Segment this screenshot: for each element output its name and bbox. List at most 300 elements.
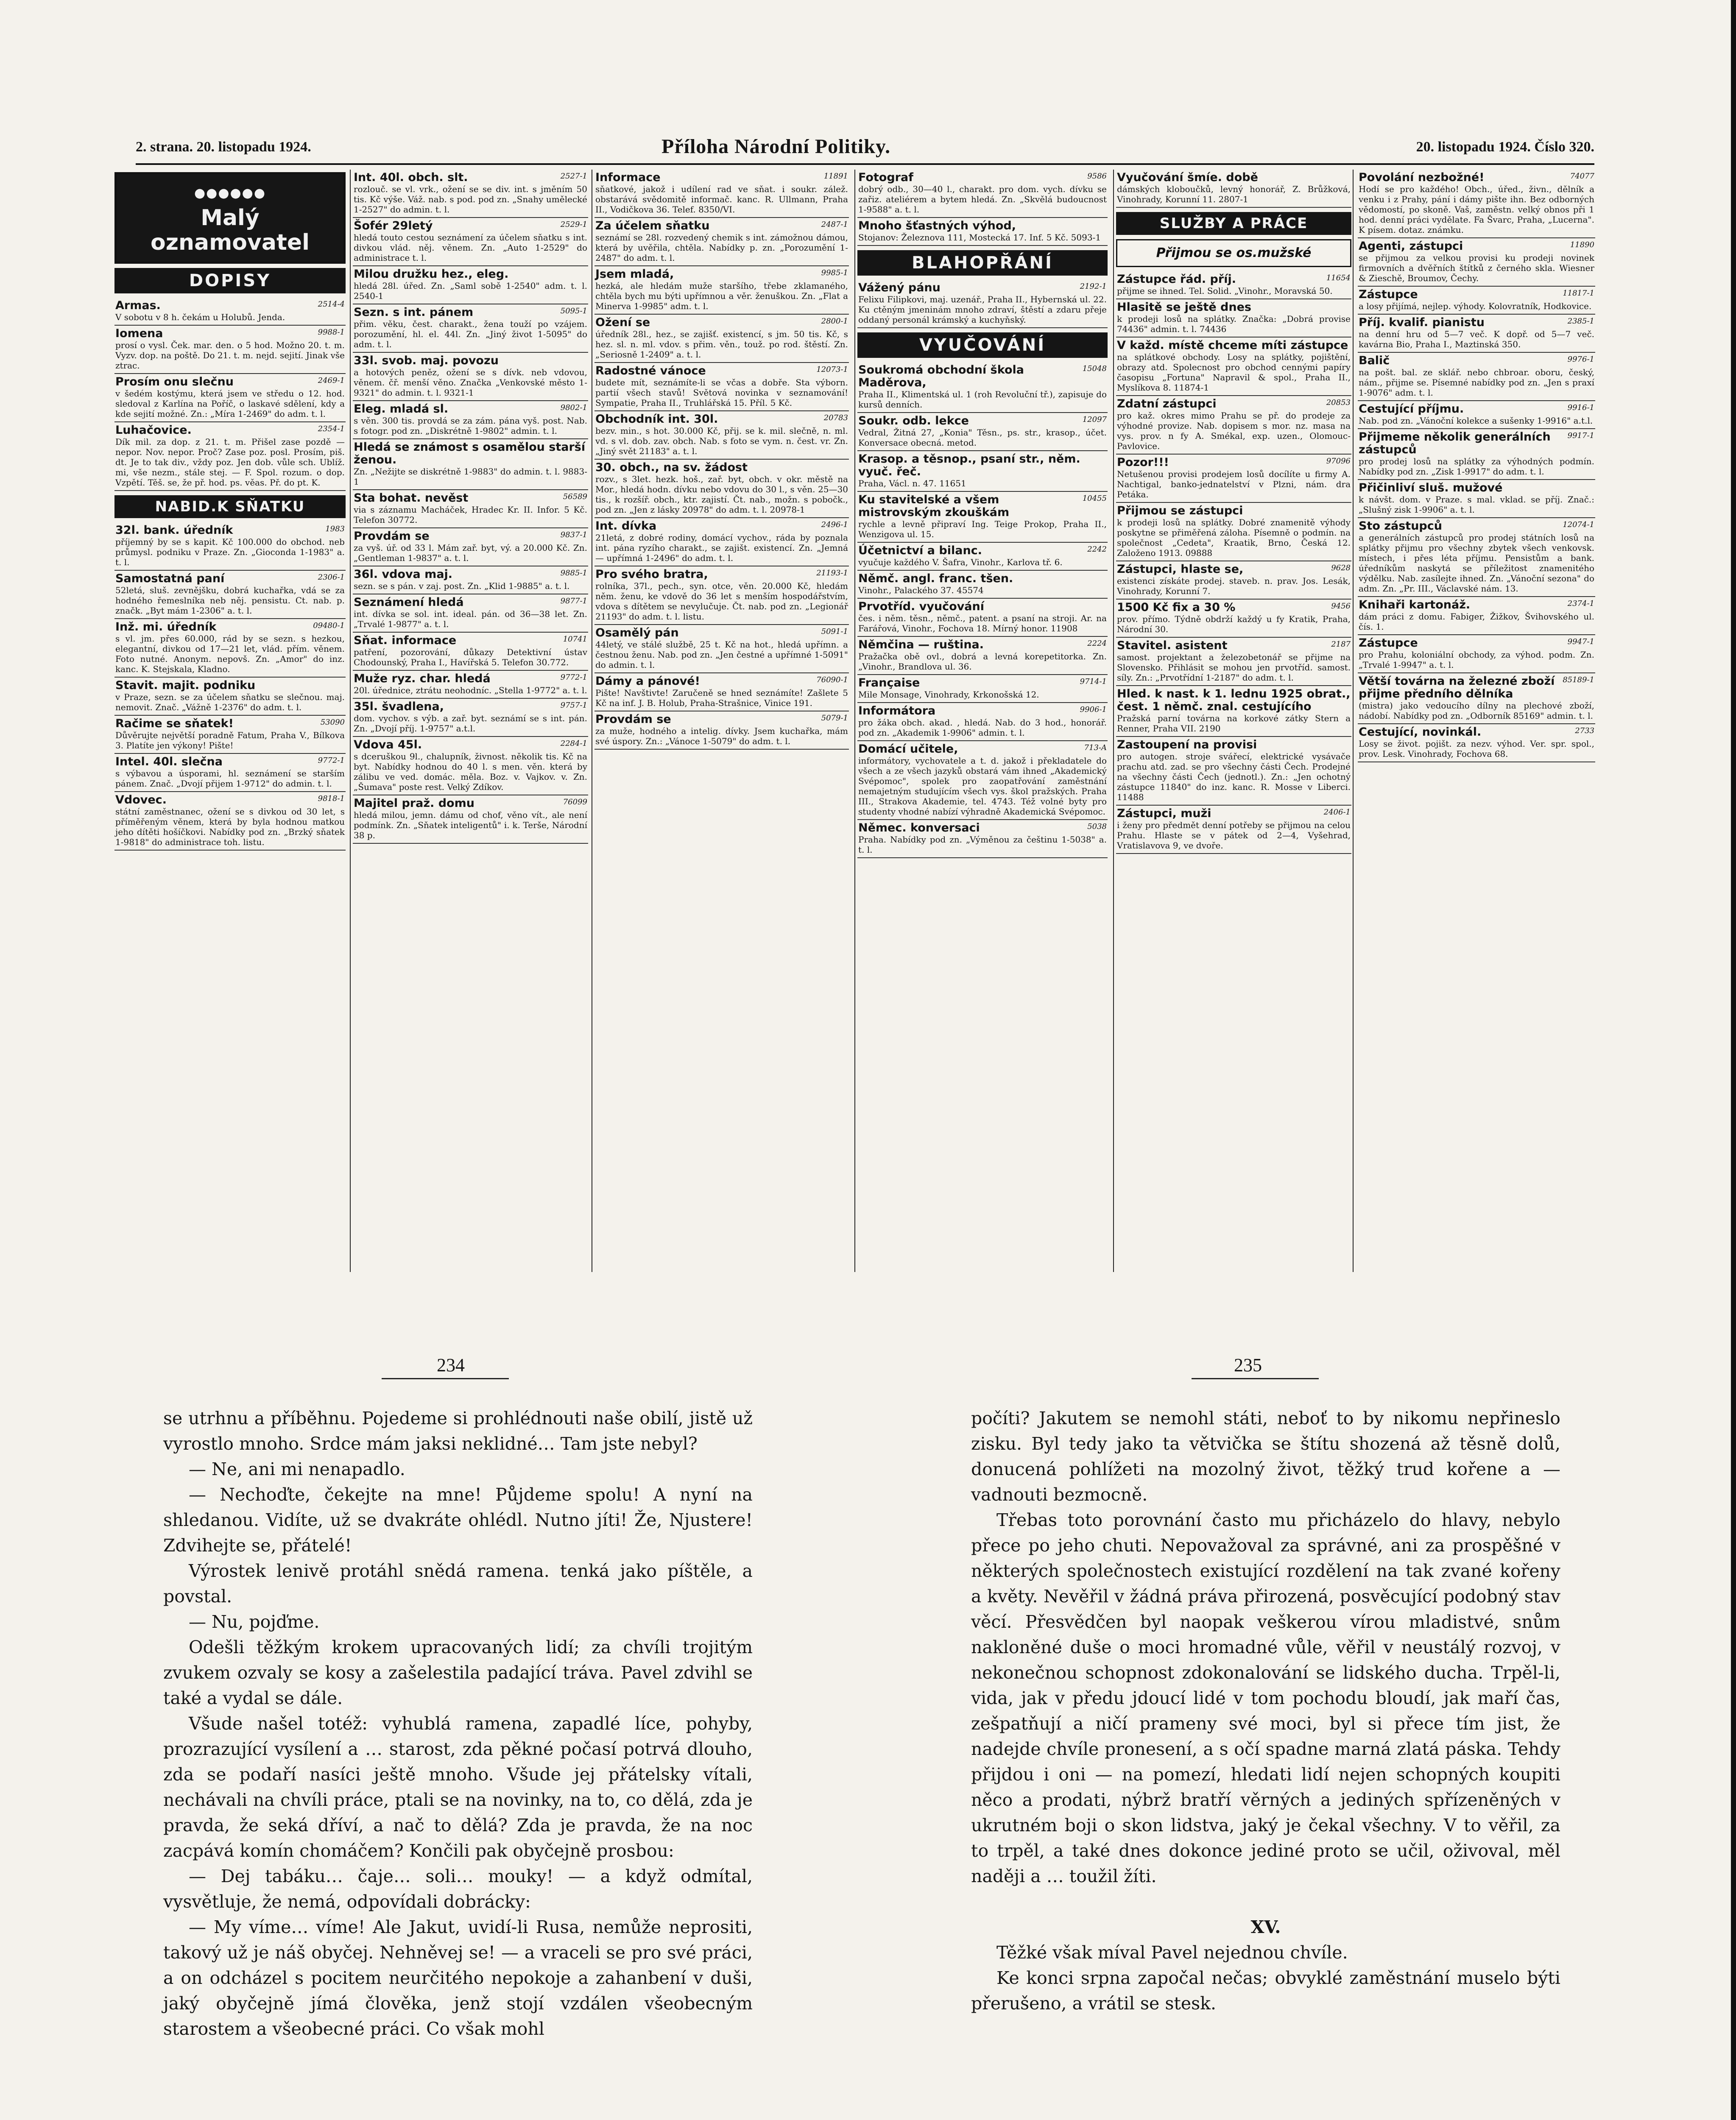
ad-heading: Hlasitě se ještě dnes <box>1117 301 1251 314</box>
classified-ad <box>857 280 1108 328</box>
ad-text: Zn. „Nežijte se diskrétně 1-9883" do admin. t. l. 9883-1 <box>354 466 587 487</box>
ad-number: 9772-1 <box>560 673 587 682</box>
ad-heading: Sňat. informace <box>354 634 457 647</box>
ad-number: 2374-1 <box>1567 599 1594 608</box>
ad-text: rychle a levně připraví Ing. Teige Prokop, Praha II., Wenzigova ul. 15. <box>858 519 1107 539</box>
ad-text: Hodí se pro každého! Obch., úřed., živn., dělník a venku i z Prahy, pání i dámy pište ihn. Bez odborných vědomostí, po skoně. Vaš, zaměstn. velký obnos při 1 hod. denní práci vydělate. Fa Švarc, Praha, „Lucerna". K písem. dotaz. známku. <box>1359 184 1594 235</box>
ad-text: k prodeji losů na splátky. Značka: „Dobrá provise 74436" admin. t. l. 74436 <box>1117 314 1351 334</box>
ad-number: 11890 <box>1570 240 1594 249</box>
ad-heading: Pro svého bratra, <box>595 568 708 581</box>
ad-heading: Cestující příjmu. <box>1359 402 1464 416</box>
classified-ad <box>1358 480 1595 518</box>
ads-list-snatku <box>114 522 346 851</box>
ad-number: 2487-1 <box>821 220 848 229</box>
ad-heading: Dámy a pánové! <box>595 675 700 688</box>
classified-ad <box>1116 806 1351 854</box>
logo-line-1: Malý <box>201 205 260 231</box>
classified-ad <box>857 218 1108 246</box>
classified-ad <box>594 711 849 750</box>
ad-heading: Zástupce řád. příj. <box>1117 273 1236 286</box>
ad-text: za muže, hodného a intelig. dívky. Jsem kuchařka, mám své úspory. Zn.: „Vánoce 1-5079" do adm. t. l. <box>595 726 848 746</box>
classified-ad <box>1116 396 1351 455</box>
book-paragraph: — My víme… víme! Ale Jakut, uvidí-li Rusa, nemůže neprositi, takový už je náš obyčej. Nehněvej se! — a vraceli se pro své práci, a on odcházel s pocitem neurčitého nepokoje a zahanbení v duši, jaký obyčejně jímá člověka, jenž stojí vzdálen všeobecným starostem a všeobecné práci. Co však mohl <box>163 1917 753 2039</box>
ad-text: dom. vychov. s výb. a zař. byt. seznámí se s int. pán. Zn. „Dvojí příj. 1-9757" a.t.l. <box>354 713 587 734</box>
classified-ad <box>594 266 849 315</box>
classified-ad <box>594 363 849 411</box>
ad-text: a hotových peněz, ožení se s dívk. neb vdovou, věnem. čř. menší věno. Značka „Venkovské město 1-9321" do admin. t. l. 9321-1 <box>354 367 587 398</box>
ad-number: 9877-1 <box>560 597 587 605</box>
classified-ad <box>594 218 849 266</box>
book-paragraph: počíti? Jakutem se nemohl státi, neboť to by nikomu nepřineslo zisku. Byl tedy jako ta větvička se štítu shozená až těsně dolů, donucená pohlížeti na mozolný život, těžký trud kořene a — vadnouti bezmocně. <box>971 1408 1560 1505</box>
classified-ad <box>1358 353 1595 401</box>
book-paragraph: — Nu, pojďme. <box>189 1612 320 1632</box>
ad-number: 9772-1 <box>318 756 345 765</box>
ad-heading: 36l. vdova maj. <box>354 568 453 581</box>
ad-heading: Domácí učitele, <box>858 742 958 756</box>
ad-text: hledá milou, jemn. dámu od chof, věno vít., ale není podmínk. Zn. „Sňatek inteligentů" i. k. Terše, Národní 38 p. <box>354 810 587 840</box>
ad-text: informátory, vychovatele a t. d. jakož i překladatele do všech a ze všech jazyků obstará vám ihned „Akademický Svépomoc", spolek pro zaopatřování zaměstnání nemajetným studujícím všech vys. škol pražských. Praha III., Strakova Akademie, tel. 4743. Též volné byty pro studenty vhodné nabízí výhradně Akademická Svépomoc. <box>858 756 1107 817</box>
ad-heading: Pozor!!! <box>1117 456 1169 469</box>
maly-oznamovatel-logo <box>114 172 346 264</box>
ad-text: Stojanov: Železnova 111, Mostecká 17. Inf. 5 Kč. 5093-1 <box>858 232 1101 243</box>
classified-ad <box>353 353 588 401</box>
header-rule <box>136 163 1594 165</box>
ad-text: Netušenou provisi prodejem losů docílíte u firmy A. Nachtigal, banko-jednatelství v Plzni, nám. dra Petáka. <box>1117 469 1351 499</box>
ad-text: patření, pozorování, důkazy Detektivní ústav Chodounský, Praha I., Havířská 5. Telefon 30.772. <box>354 647 587 667</box>
ad-number: 9947-1 <box>1567 637 1594 646</box>
ad-number: 2406-1 <box>1323 808 1351 817</box>
classified-ad <box>857 703 1108 741</box>
ad-text: bezv. min., s hot. 30.000 Kč, přij. se k. mil. slečně, n. ml. vd. s vl. dob. zav. obch. Nab. s foto se vym. n. čest. vr. Zn. „Jiný svět 21183" a. t. l. <box>595 426 848 456</box>
book-paragraph: Všude našel totéž: vyhublá ramena, zapadlé líce, pohyby, prozrazující vysílení a … starost, zda pěkné počasí potrvá dlouho, zda se podaří nasíci ještě mnoho. Všude jej přátelsky vítali, nechávali na chvíli práce, ptali se na novinky, na to, co dělá, zda je pravda, že seká dříví, a nač to dělá? Zda je pravda, že na noc zacpává komín chomáčem? Končili pak obyčejně prosbou: <box>163 1713 753 1861</box>
ad-text: rozv., s 3let. hezk. hoš., zař. byt, obch. v okr. městě na Mor., hledá hodn. dívku nebo vdovu do 30 l., s věn. 25—30 tis., k rozšíř. obch., ktr. zajistí. Čt. nab., možn. s pobočk., pod zn. „Jen z lásky 20978" do adm. t. l. 20978-1 <box>595 474 848 515</box>
classifieds-column-4 <box>857 170 1108 1331</box>
ad-number: 11654 <box>1326 273 1351 282</box>
book-paragraph: Výrostek lenivě protáhl snědá ramena. tenká jako píštěle, a povstal. <box>163 1561 753 1607</box>
section-header-nabid-snatku: NABID.K SŇATKU <box>114 495 346 518</box>
ad-text: pro autogen. stroje svářecí, elektrické vysávače prachu atd. zad. se pro všechny části Čech. Prodejné na všechny části Čech (jednotl.). Zn.: „Jen ochotný zástupce 11840" do inz. kanc. R. Mosse v Liberci. 11488 <box>1117 751 1351 802</box>
ad-heading: Armas. <box>115 299 161 312</box>
ad-text: (mistra) jako vedoucího dílny na plechové zboží, nádobí. Nabídky pod zn. „Odborník 85169" admin. t. l. <box>1359 700 1594 721</box>
ad-heading: Int. dívka <box>595 519 657 533</box>
ad-text: v Praze, sezn. se za účelem sňatku se slečnou. maj. nemovit. Znač. „Vážně 1-2376" do adm. t. l. <box>115 692 345 712</box>
ad-text: pro prodej losů na splátky za výhodných podmín. Nabídky pod zn. „Zisk 1-9917" do adm. t. l. <box>1359 456 1594 477</box>
ad-heading: Provdám se <box>595 713 671 726</box>
classified-ad <box>594 673 849 711</box>
classified-ad <box>1116 170 1351 208</box>
ad-heading: Přijmeme několik generálních zástupců <box>1359 430 1551 456</box>
classified-ad <box>114 678 346 716</box>
ad-heading: Agenti, zástupci <box>1359 240 1463 253</box>
classified-ad <box>353 671 588 699</box>
ad-text: Důvěrujte největší poradně Fatum, Praha V., Bílkova 3. Platíte jen výkony! Pište! <box>115 730 345 750</box>
classified-ad <box>114 716 346 754</box>
ad-heading: 32l. bank. úředník <box>115 524 233 537</box>
ad-heading: Muže ryz. char. hledá <box>354 672 491 685</box>
ad-heading: Stavitel. asistent <box>1117 639 1228 652</box>
ad-text: V sobotu v 8 h. čekám u Holubů. Jenda. <box>115 312 285 322</box>
ad-heading: Mnoho šťastných výhod, <box>858 219 1016 232</box>
ads-list-col2 <box>353 170 588 844</box>
classifieds-column-2 <box>353 170 588 1331</box>
book-paragraph: Třebas toto porovnání často mu přicházelo do hlavy, nebylo přece po jeho chuti. Nepovažoval za správné, ani za prospěšné v některých společnostech existující rozdělení na tak zvané kořeny a květy. Nevěřil v žádná práva přirozená, posvěcující podobný stav věcí. Přesvědčen byl naopak veškerou vírou mladistvé, snům nakloněné duše o moci hromadné vůle, věřil v neustálý rozvoj, v nekonečnou schopnost zdokonalování se lidského ducha. Trpěl-li, vida, jak v předu jdoucí lidé v tom pochodu bloudí, jak maří čas, zešpatňují a ničí prameny své moci, byl si přece tím jist, že nadejde chvíle pronesení, a s očí spadne marná zlatá páska. Tehdy přijdou i oni — na pomezí, hledati lidí nejen schopných koupiti něco a prodati, nýbrž bratří věrných a jediných spřízeněných v ukrutném boji o skon lidstva, jaký je čekal všechny. V to věřil, za to trpěl, a také dnes dokonce jediné proto se učil, oživoval, měl naději a … toužil žíti. <box>971 1510 1560 1886</box>
classified-ad <box>1358 518 1595 597</box>
classified-ad <box>353 401 588 439</box>
ad-heading: Milou družku hez., eleg. <box>354 268 509 281</box>
classified-ad <box>1116 686 1351 737</box>
ad-text: přijme se ihned. Tel. Solid. „Vinohr., Moravská 50. <box>1117 286 1333 296</box>
ad-text: via s záznamu Macháček, Hradec Kr. II. Infor. 5 Kč. Telefon 30772. <box>354 505 587 525</box>
ad-number: 2224 <box>1087 639 1107 648</box>
ad-text: pro kaž. okres mimo Prahu se př. do prodeje za výhodné provize. Nab. dopisem s mor. nz. masa na vys. prov. n fy A. Smékal, exp. uzen., Olomouc-Pavlovice. <box>1117 410 1351 451</box>
ad-number: 5091-1 <box>821 627 848 636</box>
classified-ad <box>114 619 346 678</box>
classified-ad <box>1116 737 1351 806</box>
ad-number: 9916-1 <box>1567 403 1594 412</box>
classified-ad <box>857 543 1108 571</box>
ad-number: 2527-1 <box>560 172 587 181</box>
ad-text: příjemný by se s kapit. Kč 100.000 do obchod. neb průmysl. podniku v Praze. Zn. „Gioconda 1-1983" a. t. l. <box>115 537 345 567</box>
ad-heading: Cestující, novinkál. <box>1359 725 1482 739</box>
running-header <box>136 135 1594 160</box>
ad-text: i ženy pro předmět denní potřeby se přijmou na celou Prahu. Hlaste se v pátek od 2—4, Vyšehrad, Vratislavova 9, ve dvoře. <box>1117 820 1351 851</box>
book-paragraph: — Nechoďte, čekejte na mne! Půjdeme spolu! A nyní na shledanou. Vidíte, už se dvakráte ohlédl. Nutno jíti! Že, Njustere! Zdvihejte se, přátelé! <box>163 1484 753 1556</box>
classified-ad <box>857 741 1108 820</box>
classified-ad <box>857 820 1108 858</box>
classified-ad <box>114 571 346 619</box>
scan-edge-shadow <box>1731 0 1736 2120</box>
classified-ad <box>594 460 849 518</box>
classified-ad <box>353 528 588 566</box>
ad-heading: Zástupce <box>1359 288 1418 301</box>
ad-number: 9906-1 <box>1080 705 1107 714</box>
ad-heading: Provdám se <box>354 530 430 543</box>
ads-list-col4 <box>857 170 1108 858</box>
page-number-left: 234 <box>437 1355 465 1375</box>
ad-heading: Zdatní zástupci <box>1117 397 1217 410</box>
ad-heading: Zástupci, hlaste se, <box>1117 563 1244 576</box>
ad-number: 9976-1 <box>1567 355 1594 364</box>
ad-text: přim. věku, čest. charakt., žena touží po vzájem. porozumění, hl. el. 44l. Zn. „Jiný život 1-5095" do adm. t. l. <box>354 319 587 349</box>
ad-heading: Příj. kvalif. pianistu <box>1359 316 1485 329</box>
ad-heading: Intel. 40l. slečna <box>115 755 223 768</box>
ad-heading: 30. obch., na sv. žádost <box>595 461 748 474</box>
ad-text: sezn. se s pán. v zaj. post. Zn. „Klid 1-9885" a. t. l. <box>354 581 570 591</box>
ad-number: 20783 <box>823 413 848 422</box>
ad-text: s věn. 300 tis. provdá se za zám. pána vyš. post. Nab. s fotogr. pod zn. „Diskrétně 1-9802" admin. t. l. <box>354 416 587 436</box>
classifieds-area <box>114 170 1599 1331</box>
ad-number: 9586 <box>1087 172 1107 181</box>
ad-text: Praha, Václ. n. 47. 11651 <box>858 478 966 488</box>
ad-heading: Soukromá obchodní škola Maděrova, <box>858 363 1024 389</box>
ad-number: 21193-1 <box>816 569 848 577</box>
ads-list-dopisy <box>114 298 346 491</box>
ad-number: 9802-1 <box>560 403 587 412</box>
classified-ad <box>1116 503 1351 561</box>
ad-text: Felixu Filipkovi, maj. uzenář., Praha II., Hybernská ul. 22. Ku ctěným jmeninám mnoho zdraví, štěstí a zdaru přeje oddaný personál krámský a kuchyňský. <box>858 294 1107 325</box>
ad-text: Vedral, Žitná 27, „Konia" Těsn., ps. str., krasop., účet. Konversace obecná. metod. <box>858 427 1107 448</box>
ad-number: 76090-1 <box>816 675 848 684</box>
book-paragraph: Ke konci srpna započal nečas; obvyklé zaměstnání muselo býti přerušeno, a vrátil se stesk. <box>971 1968 1560 2014</box>
page-number-right: 235 <box>1234 1355 1262 1375</box>
section-header-sluzby: SLUŽBY A PRÁCE <box>1116 212 1351 235</box>
ad-number: 9628 <box>1331 563 1351 572</box>
classified-ad <box>857 571 1108 599</box>
ad-heading: Račime se sňatek! <box>115 717 234 730</box>
ad-heading: Účetnictví a bilanc. <box>858 544 982 557</box>
classifieds-column-5 <box>1116 170 1351 1331</box>
ad-text: za vyš. úř. od 33 l. Mám zař. byt, vý. a 20.000 Kč. Zn. „Gentleman 1-9837" a. t. l. <box>354 543 587 563</box>
ad-heading: Za účelem sňatku <box>595 219 710 232</box>
ad-number: 9917-1 <box>1567 431 1594 440</box>
ad-number: 2529-1 <box>560 220 587 229</box>
ad-text: a generálních zástupců pro prodej státních losů na splátky přijmu pro všechny zbytek všech venkovsk. místech, i přes léta příjmu. Pensistům a bank. úředníkům naskytá se příležitost znamenitého výdělku. Nab. zasílejte ihned. Zn. „Vánoční sezona" do adm. Zn. „Pr. III., Václavské nám. 13. <box>1359 533 1594 594</box>
ad-text: dobrý odb., 30—40 l., charakt. pro dom. vych. dívku se zařiz. ateliérem a bytem hledá. Zn. „Skvělá budoucnost 1-9588" a. t. l. <box>858 184 1107 215</box>
book-paragraph: se utrhnu a příběhnu. Pojedeme si prohlédnouti naše obilí, jistě už vyrostlo mnoho. Srdce mám jaksi neklidné… Tam jste nebyl? <box>163 1408 753 1454</box>
book-paragraphs-left <box>163 1406 753 2042</box>
classifieds-column-6 <box>1358 170 1595 1331</box>
ad-text: s dceruškou 9l., chalupník, živnost. několik tis. Kč na byt. Nabídky hodnou do 40 l. s men. věn. která by zálibu ve ved. domác. měla. Boz. v. Vajkov. v. Zn. „Šumava" poste rest. Velký Zdíkov. <box>354 751 587 792</box>
ad-heading: Vdovec. <box>115 793 167 806</box>
ad-text: samost. projektant a železobetonář se přijme na Slovensko. Přihlásit se mohou jen prvotříd. samost. síly. Zn.: „Prvotřídní 1-2187" do adm. t. l. <box>1117 652 1351 683</box>
ad-text: s vl. jm. přes 60.000, rád by se sezn. s hezkou, elegantní, divkou od 17—21 let, vlád. přím. věnem. Foto nutné. Anonym. nepovš. Zn. „Amor" do inz. kanc. K. Stejskala, Kladno. <box>115 633 345 674</box>
ad-heading: Seznámení hledá <box>354 596 464 609</box>
classified-ad <box>114 298 346 326</box>
ad-number: 10741 <box>563 635 587 644</box>
ad-text: rozlouč. se vl. vrk., ožení se se div. int. s jměním 50 tis. Kč výše. Váž. nab. s pod. pod zn. „Snahy umělecké 1-2527" do admin. t. l. <box>354 184 587 215</box>
ad-number: 2242 <box>1087 545 1107 554</box>
ad-number: 2514-4 <box>318 300 345 309</box>
classified-ad <box>857 451 1108 492</box>
ad-number: 9818-1 <box>318 794 345 803</box>
ad-number: 20853 <box>1326 398 1351 407</box>
ad-text: Praha. Nabídky pod zn. „Výměnou za češtinu 1-5038" a. t. l. <box>858 834 1107 855</box>
ad-heading: Ožení se <box>595 316 650 329</box>
ad-text: pro Prahu, koloniální obchody, za výhod. podm. Zn. „Trvalé 1-9947" a. t. l. <box>1359 650 1594 670</box>
section-header-vyucovani: VYUČOVÁNÍ <box>857 332 1108 358</box>
ad-heading: Soukr. odb. lekce <box>858 414 969 427</box>
classified-ad <box>594 170 849 218</box>
ad-heading: Němčina — ruština. <box>858 638 984 651</box>
ad-number: 9988-1 <box>318 328 345 337</box>
ad-text: Mile Monsage, Vinohrady, Krkonošská 12. <box>858 689 1039 700</box>
ad-heading: Němč. angl. franc. tšen. <box>858 572 1013 585</box>
ads-list-col6 <box>1358 170 1595 762</box>
ad-number: 9757-1 <box>560 701 587 710</box>
ad-text: Vinohr., Palackého 37. 45574 <box>858 585 984 595</box>
classified-ad <box>353 699 588 737</box>
ad-text: Losy se život. pojišt. za nezv. výhod. Ver. spr. spol., prov. Lesk. Vinohrady, Fochova 68. <box>1359 739 1594 759</box>
classified-ad <box>1358 673 1595 724</box>
ad-heading: Luhačovice. <box>115 424 192 437</box>
ad-number: 10455 <box>1082 494 1107 503</box>
ad-number: 2469-1 <box>318 376 345 385</box>
classified-ad <box>114 374 346 422</box>
ad-text: dám práci z domu. Fabiger, Žižkov, Švihovského ul. čís. 1. <box>1359 611 1594 632</box>
classified-ad <box>353 737 588 795</box>
ad-text: 52letá, sluš. zevnějšku, dobrá kuchařka, vdá se za hodného řemeslníka neb něj. pensistu. Ct. nab. p. značk. „Byt mám 1-2306" a. t. l. <box>115 585 345 616</box>
ad-text: v šedém kostýmu, která jsem ve středu o 12. hod. sledoval z Karlína na Poříč, o laskavé sdělení, kdy a kde sejití možné. Zn.: „Míra 1-2469" do adm. t. l. <box>115 388 345 419</box>
classified-ad <box>353 439 588 490</box>
classified-ad <box>1358 401 1595 429</box>
classifieds-column-1 <box>114 170 346 1331</box>
classified-ad <box>353 170 588 218</box>
section-header-dopisy: DOPISY <box>114 268 346 293</box>
ad-heading: Větší továrna na železné zboží přijme předního dělníka <box>1359 675 1555 700</box>
ad-text: vyučuje každého V. Šafra, Vinohr., Karlova tř. 6. <box>858 557 1063 567</box>
classified-ad <box>594 566 849 625</box>
ad-text: 44letý, ve stálé službě, 25 t. Kč na hot., hledá upřímn. a čestnou ženu. Nab. pod zn. „Jen čestné a upřímné 1-5091" do admin. t. l. <box>595 639 848 670</box>
classified-ad <box>594 518 849 566</box>
ad-number: 9456 <box>1331 602 1351 611</box>
ad-text: k návšt. dom. v Praze. s mal. vklad. se příj. Znač.: „Slušný zisk 1-9906" a. t. l. <box>1359 494 1594 515</box>
ad-number: 15048 <box>1082 364 1107 373</box>
classified-ad <box>353 218 588 266</box>
ad-heading: Přijmou se zástupci <box>1117 504 1243 517</box>
ad-number: 9885-1 <box>560 569 587 577</box>
classified-ad <box>857 637 1108 675</box>
ad-number: 9714-1 <box>1080 677 1107 686</box>
classified-ad <box>594 411 849 460</box>
ad-heading: Informátora <box>858 704 936 717</box>
ad-heading: 33l. svob. maj. povozu <box>354 354 499 367</box>
ad-text: a losy přijímá, nejlep. výhody. Kolovratník, Hodkovice. <box>1359 301 1592 311</box>
ad-text: Pražačka obě ovl., dobrá a levná korepetitorka. Zn. „Vinohr., Brandlova ul. 36. <box>858 651 1107 672</box>
classified-ad <box>857 362 1108 413</box>
ad-heading: Prosím onu slečnu <box>115 375 234 388</box>
ad-heading: Informace <box>595 171 661 184</box>
ad-text: sňatkové, jakož i udílení rad ve sňat. i soukr. zálež. obstarává svědomitě informač. kanc. R. Ullmann, Praha II., Vodičkova 36. Telef. 8350/VI. <box>595 184 848 215</box>
classified-ad <box>114 326 346 374</box>
classified-ad <box>1358 597 1595 635</box>
ad-number: 2284-1 <box>560 739 587 748</box>
ad-number: 2354-1 <box>318 424 345 433</box>
classifieds-column-3 <box>594 170 849 1331</box>
ad-heading: V každ. místě chceme míti zástupce <box>1117 339 1348 352</box>
ad-heading: Française <box>858 676 920 689</box>
ad-heading: Fotograf <box>858 171 913 184</box>
classified-ad <box>353 633 588 671</box>
ad-heading: Vážený pánu <box>858 281 941 294</box>
ad-heading: 1500 Kč fix a 30 % <box>1117 601 1236 614</box>
ad-heading: Povolání nezbožné! <box>1359 171 1485 184</box>
classified-ad <box>1116 455 1351 503</box>
ad-heading: Int. 40l. obch. slt. <box>354 171 468 184</box>
page-number-rule-left <box>382 1378 509 1379</box>
ad-heading: Sto zástupců <box>1359 519 1442 533</box>
classified-ad <box>857 492 1108 543</box>
ad-number: 12073-1 <box>816 365 848 374</box>
classified-ad <box>353 266 588 304</box>
ad-heading: Krasop. a těsnop., psaní str., něm. vyuč. řeč. <box>858 452 1080 478</box>
classified-ad <box>353 490 588 528</box>
classified-ad <box>1116 638 1351 686</box>
ad-number: 56589 <box>563 492 587 501</box>
ad-text: čes. i něm. těsn., němč., patent. a psaní na stroji. Ar. na Farářová, Vinohr., Fochova 18. Mírný honor. 11908 <box>858 613 1107 633</box>
ad-heading: Zastoupení na provisi <box>1117 738 1257 751</box>
header-date-left: 2. strana. 20. listopadu 1924. <box>136 139 311 155</box>
ad-heading: Němec. konversaci <box>858 821 980 834</box>
ad-number: 11891 <box>823 172 848 181</box>
ad-number: 85189-1 <box>1563 675 1594 684</box>
ad-heading: Vyučování šmíe. době <box>1117 171 1258 184</box>
ad-heading: Balič <box>1359 354 1390 367</box>
ad-text: Dík mil. za dop. z 21. t. m. Přišel zase pozdě — nepor. Nov. nepor. Proč? Zase poz. posl. Prosím, piš. dt. Je to tak div., vždy poz. Jen dob. vůle sch. Ublíž. mi, vše nezm., stále stej. — F. Spol. rozum. o dop. Vzpětí. Těš. se, že př. hod. ps. věas. Př. do pt. K. <box>115 437 345 488</box>
ad-number: 2496-1 <box>821 520 848 529</box>
ad-heading: Samostatná paní <box>115 572 225 585</box>
logo-dots: ●●●●●● <box>194 186 266 201</box>
ad-text: hledá touto cestou seznámení za účelem sňatku s int. divkou vlád. něj. věnem. Zn. „Auto 1-2529" do administrace t. l. <box>354 232 587 263</box>
book-text-left-column <box>163 1406 753 2042</box>
book-paragraphs-right <box>971 1406 1560 2016</box>
ad-text: budete mít, seznámíte-li se včas a dobře. Sta výborn. partií všech stavů! Světová novinka v seznamování! Sympatie, Praha II., Truhlářská 15. Příl. 5 Kč. <box>595 377 848 408</box>
ad-heading: Iomena <box>115 327 163 340</box>
classified-ad <box>1358 287 1595 315</box>
classified-ad <box>1358 724 1595 762</box>
ad-text: pro žáka obch. akad. , hledá. Nab. do 3 hod., honorář. pod zn. „Akademik 1-9906" admin. t. l. <box>858 717 1107 738</box>
ad-text: seznámí se 28l. rozvedený chemik s int. zámožnou dámou, která by uvěřila, chtěla. Nabídky p. zn. „Porozumění 1-2487" do adm. t. l. <box>595 232 848 263</box>
ad-text: na pošt. bal. ze sklář. nebo chbroar. oboru, český, nám., přijme se. Písemné nabídky pod zn. „Jen s praxí 1-9076" adm. t. l. <box>1359 367 1594 398</box>
ad-heading: Majitel praž. domu <box>354 797 474 810</box>
ad-number: 713-A <box>1084 743 1107 752</box>
ad-number: 53090 <box>320 718 345 727</box>
classified-ad <box>353 566 588 594</box>
ad-text: Nab. pod zn. „Vánoční kolekce a sušenky 1-9916" a.t.l. <box>1359 416 1593 426</box>
ad-heading: Prvotříd. vyučování <box>858 600 984 613</box>
ad-number: 76099 <box>563 798 587 806</box>
classified-ad <box>857 675 1108 703</box>
ad-text: k prodeji losů na splátky. Dobré znamenitě výhody poskytne se přiměřená záloha. Písemně o podmín. na společnost „Cedeta", Kraatik, Brno, Česká 12. Založeno 1913. 09888 <box>1117 517 1351 558</box>
ad-number: 9985-1 <box>821 268 848 277</box>
ad-heading: Sezn. s int. pánem <box>354 306 474 319</box>
ad-text: na denní hru od 5—7 več. K dopř. od 5—7 več. kavárna Bio, Praha I., Maztinská 350. <box>1359 329 1594 349</box>
ad-number: 9837-1 <box>560 530 587 539</box>
header-title: Příloha Národní Politiky. <box>661 135 891 158</box>
classified-ad <box>1116 561 1351 600</box>
ad-heading: Stavit. majit. podniku <box>115 679 256 692</box>
classified-ad <box>353 594 588 633</box>
ad-heading: Hledá se známost s osamělou starší ženou. <box>354 441 586 466</box>
ad-number: 2187 <box>1331 640 1351 649</box>
ad-text: s výbavou a úsporami, hl. seznámení se starším pánem. Znač. „Dvojí přijem 1-9712" do admin. t. l. <box>115 768 345 789</box>
ad-text: hezká, ale hledám muže staršího, třebe zklamaného, chtěla bych mu býti upřímnou a věr. ženuškou. Zn. „Flat a Minerva 1-9985" adm. t. l. <box>595 281 848 311</box>
ads-list-col3 <box>594 170 849 750</box>
ad-heading: Obchodník int. 30l. <box>595 413 718 426</box>
ad-number: 11817-1 <box>1563 289 1594 298</box>
ad-text: na splátkové obchody. Losy na splátky, pojištění, obrazy atd. Spolecnost pro obchod cennými papíry časopisu „Fortuna" Napravil & spol., Praha II., Myslíkova 8. 11874-1 <box>1117 352 1351 393</box>
classified-ad <box>353 304 588 353</box>
ad-number: 09480-1 <box>313 621 345 630</box>
ad-heading: Knihaři kartonáž. <box>1359 598 1471 611</box>
classified-ad <box>594 625 849 673</box>
ad-heading: Inž. mi. úředník <box>115 620 217 633</box>
classified-ad <box>1358 315 1595 353</box>
ad-text: dámských kloboučků, levný honorář, Z. Brůžková, Vinohrady, Korunní 11. 2807-1 <box>1117 184 1351 204</box>
ad-heading: 35l. švadlena, <box>354 700 444 713</box>
classified-ad <box>857 170 1108 218</box>
section-header-blahoprani: BLAHOPŘÁNÍ <box>857 250 1108 276</box>
classified-ad <box>1358 238 1595 287</box>
classified-ad <box>114 792 346 851</box>
chapter-heading: XV. <box>1250 1917 1281 1937</box>
book-paragraph: — Dej tabáku… čaje… soli… mouky! — a když odmítal, vysvětluje, že nemá, odpovídali dobrácky: <box>163 1866 753 1912</box>
ad-text: 21letá, z dobré rodiny, domácí vychov., ráda by poznala int. pána ryzího charakt., se zajišt. existencí. Zn. „Jemná — upřímná 1-2496" do adm. t. l. <box>595 533 848 563</box>
ad-number: 1983 <box>325 524 345 533</box>
ad-heading: Radostné vánoce <box>595 364 706 377</box>
ad-text: státní zaměstnanec, ožení se s divkou od 30 let, s příměřeným věnem, která by byla hodnou matkou jeho dítěti hošíčkovi. Nabídky pod zn. „Brzký sňatek 1-9818" do administrace toh. listu. <box>115 806 345 847</box>
ad-heading: Vdova 45l. <box>354 738 422 751</box>
ad-number: 97096 <box>1326 457 1351 466</box>
